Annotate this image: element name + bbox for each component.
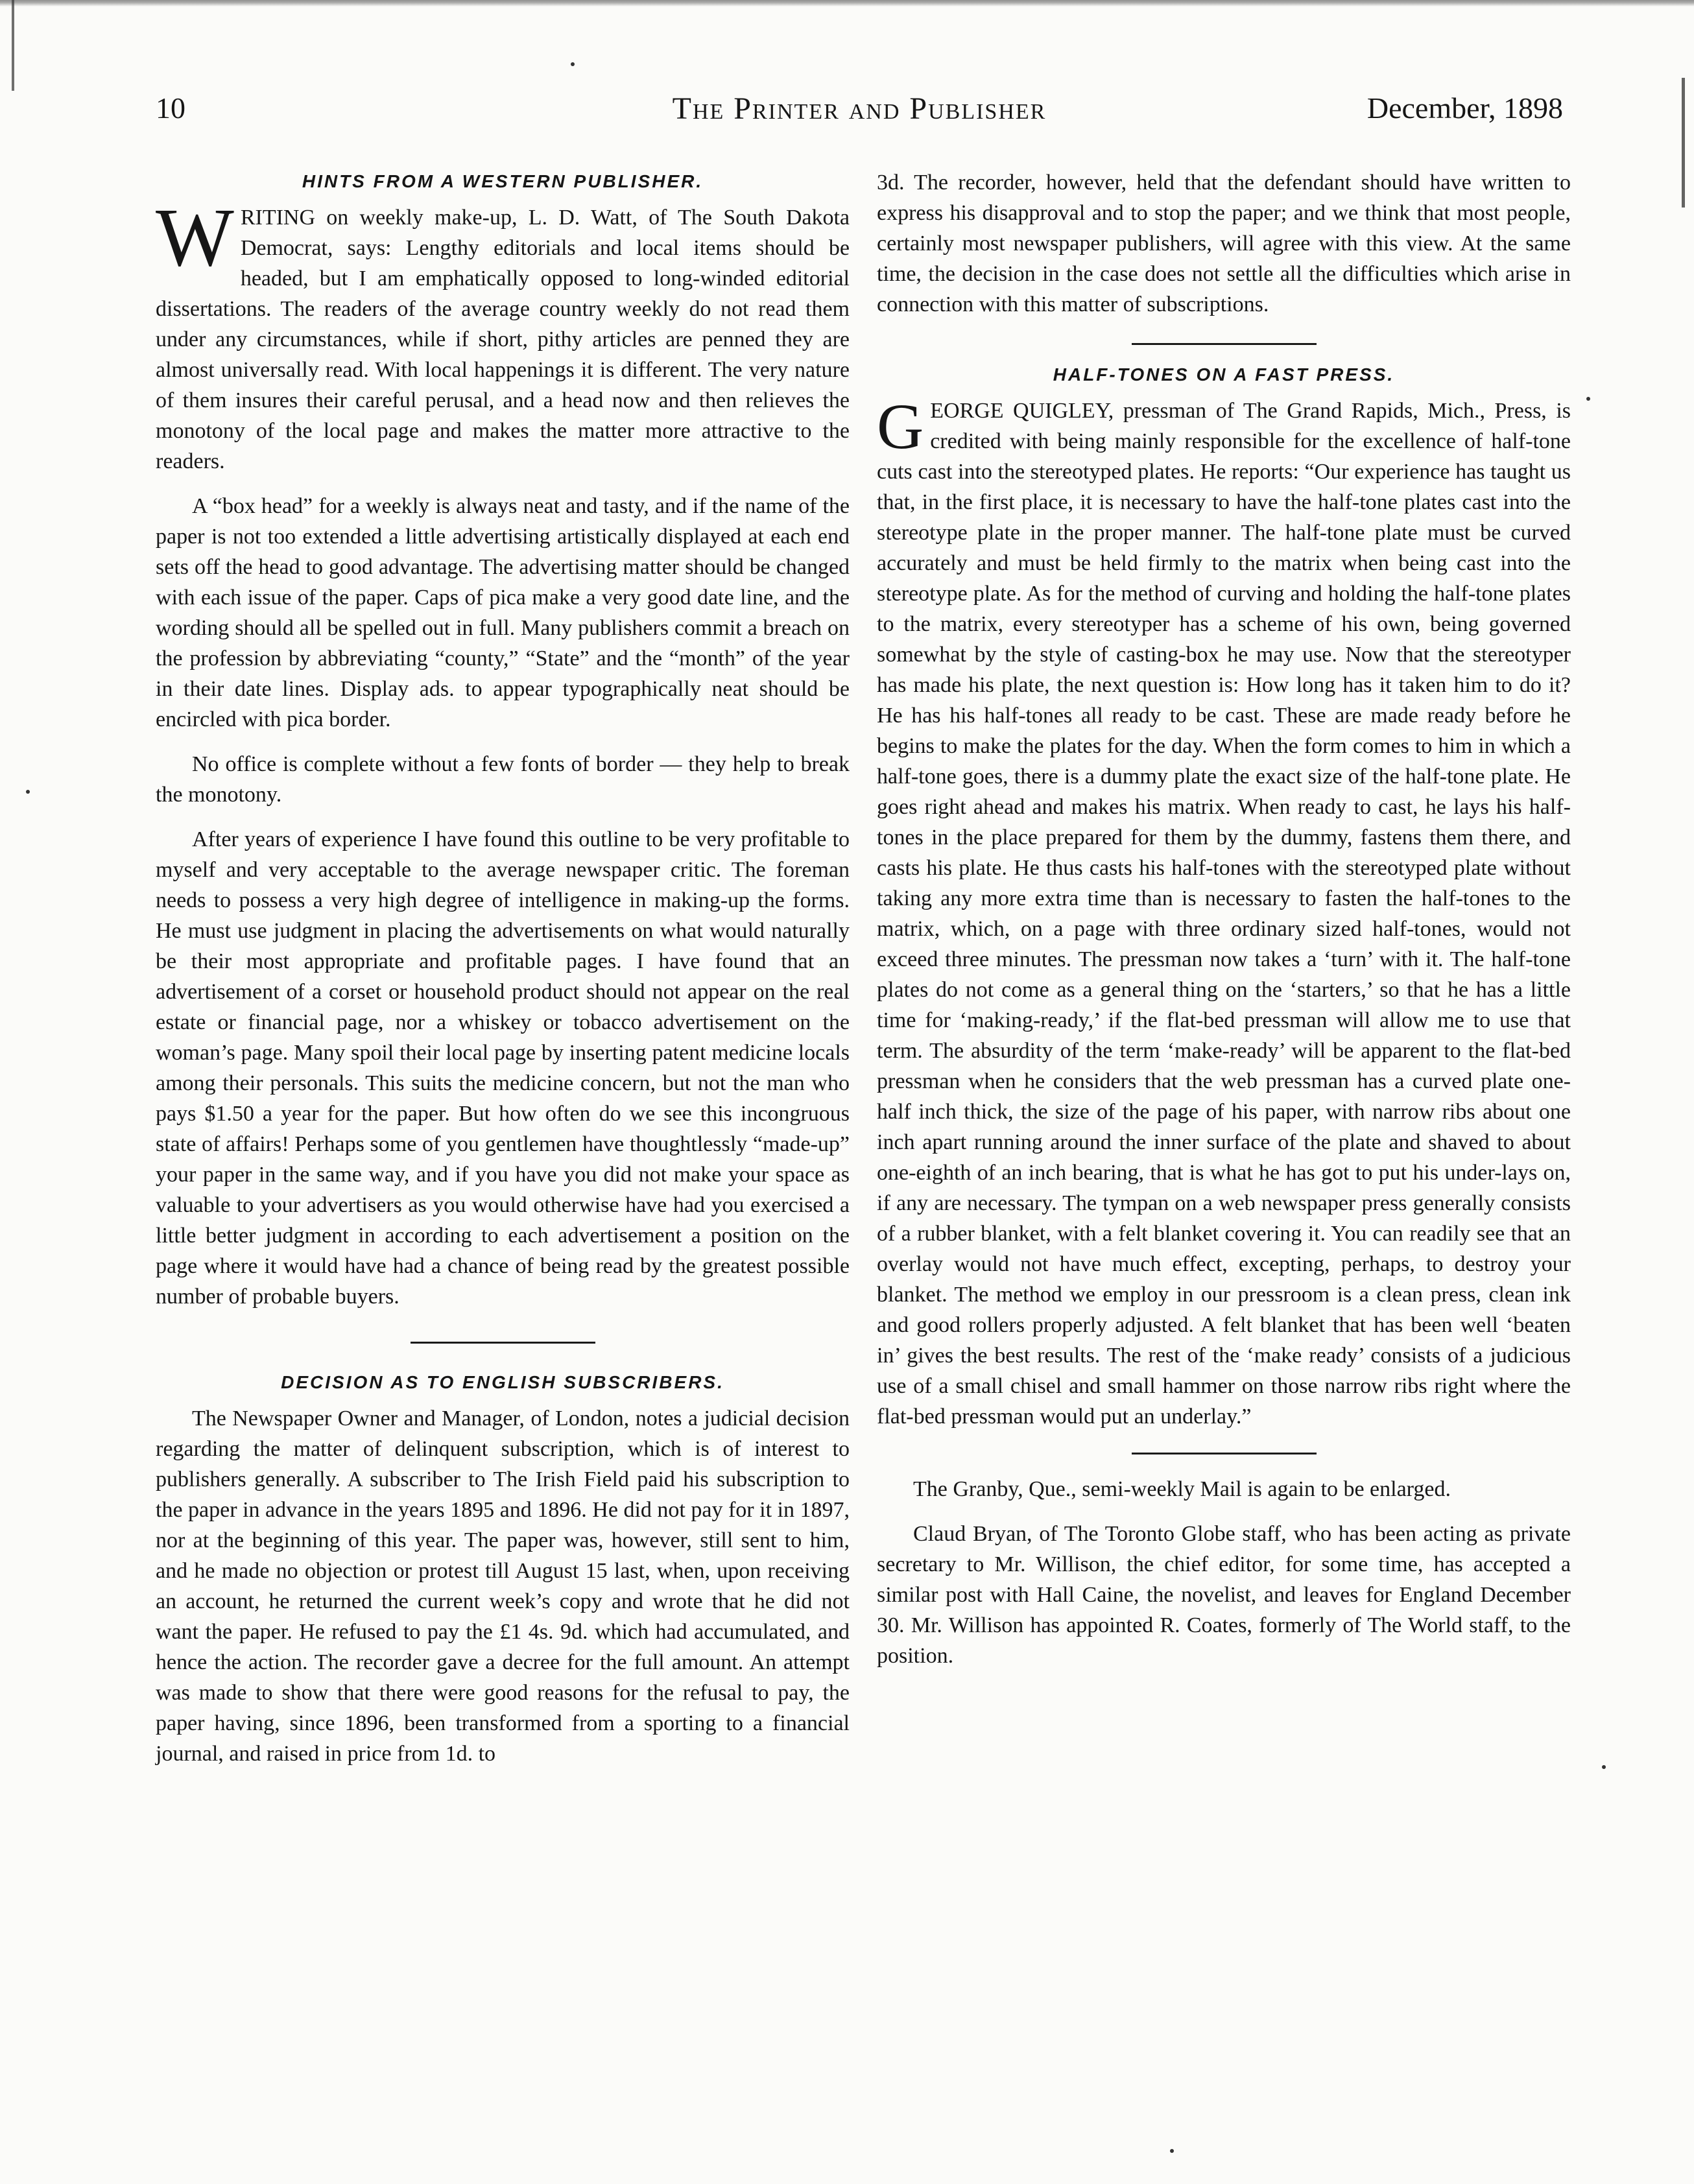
scan-right-mark bbox=[1682, 78, 1685, 208]
drop-cap: G bbox=[877, 390, 924, 462]
drop-cap: W bbox=[156, 191, 234, 283]
news-note: The Granby, Que., semi-weekly Mail is again to be enlarged. bbox=[913, 1477, 1451, 1501]
article-paragraph: 3d. The recorder, however, held that the defendant should have written to express his disapproval and to stop the paper; and we think that most people, certainly most newspaper publishers, will agree with this view. At the same time, the decision in the case does not settle all the difficulties which arise in connection with this matter of subscriptions. bbox=[877, 171, 1571, 316]
article-title-decision: DECISION AS TO ENGLISH SUBSCRIBERS. bbox=[281, 1372, 724, 1392]
scan-top-edge bbox=[0, 0, 1694, 6]
article-title-halftones: HALF-TONES ON A FAST PRESS. bbox=[1053, 364, 1395, 385]
scan-speck bbox=[571, 62, 575, 66]
scan-speck bbox=[1602, 1765, 1606, 1769]
section-divider bbox=[1132, 1453, 1317, 1454]
issue-date: December, 1898 bbox=[1366, 91, 1563, 125]
scan-speck bbox=[26, 790, 30, 794]
article-paragraph bbox=[877, 390, 1571, 1432]
section-divider bbox=[1132, 343, 1317, 345]
section-divider bbox=[411, 1342, 595, 1344]
scan-left-mark bbox=[12, 0, 14, 91]
running-head bbox=[156, 91, 1563, 136]
left-column bbox=[156, 167, 850, 1783]
article-paragraph: The Newspaper Owner and Manager, of London, notes a judicial decision regarding the matter of delinquent subscription, which is of interest to publishers generally. A subscriber to The Irish Field paid his subscription to the paper in advance in the years 1895 and 1896. He did not pay for it in 1897, nor at the beginning of this year. The paper was, however, still sent to him, and he made no objection or protest till August 15 last, when, upon receiving an account, he returned the current week’s copy and wrote that he did not want the paper. He refused to pay the £1 4s. 9d. which had accumulated, and hence the action. The recorder gave a decree for the full amount. An attempt was made to show that there were good reasons for the refusal to pay, the paper having, since 1896, been transformed from a sporting to a financial journal, and raised in price from 1d. to bbox=[156, 1407, 850, 1766]
page-number: 10 bbox=[156, 91, 185, 125]
news-note: Claud Bryan, of The Toronto Globe staff, who has been acting as private secretary to Mr. Willison, the chief editor, for some time, has accepted a similar post with Hall Caine, the novelist, and leaves for England December 30. Mr. Willison has appointed R. Coates, formerly of The World staff, to the position. bbox=[877, 1522, 1571, 1668]
scan-speck bbox=[1586, 397, 1590, 401]
right-column bbox=[877, 167, 1571, 1685]
article-paragraph bbox=[156, 191, 850, 477]
paragraph-text: EORGE QUIGLEY, pressman of The Grand Rapids, Mich., Press, is credited with being mainly responsible for the excellence of half-tone cuts cast into the stereotyped plates. He reports: “Our experience has taught us that, in the first place, it is necessary to have the half-tone plates cast into the stereotype plate in the proper manner. The half-tone plate must be curved accurately and must be held firmly to the matrix when being cast into the stereotype plate. As for the method of curving and holding the half-tone plates to the matrix, every stereotyper has a scheme of his own, being governed somewhat by the style of casting-box he may use. Now that the stereotyper has made his plate, the next question is: How long has it taken him to do it? He has his half-tones all ready to be cast. These are made ready before he begins to make the plates for the day. When the form comes to him in which a half-tone goes, there is a dummy plate the exact size of the half-tone plate. He goes right ahead and makes his matrix. When ready to cast, he lays his half-tones in the place prepared for them by the dummy, fastens them there, and casts his plate. He thus casts his half-tones with the stereotyped plate without taking any more extra time than is necessary to fasten the half-tones to the matrix, which, on a page with three ordinary sized half-tones, would not exceed three minutes. The pressman now takes a ‘turn’ with it. The half-tone plates do not come as a general thing on the ‘starters,’ so that he has a little time for ‘making-ready,’ if the flat-bed pressman will allow me to use that term. The absurdity of the term ‘make-ready’ will be apparent to the flat-bed pressman when he considers that the web pressman has a curved plate one-half inch thick, the size of the page of his paper, with narrow ribs about one inch apart running around the inner surface of the plate and shaved to about one-eighth of an inch bearing, that is what he has got to put his under-lays on, if any are necessary. The tympan on a web newspaper press generally consists of a rubber blanket, with a felt blanket covering it. You can readily see that an overlay would not have much effect, excepting, perhaps, to destroy your blanket. The method we employ in our pressroom is a clean press, clean ink and good rollers properly adjusted. A felt blanket that has been well ‘beaten in’ gives the best results. The rest of the ‘make ready’ consists of a judicious use of a small chisel and small hammer on those narrow ribs right where the flat-bed pressman would put an underlay.” bbox=[877, 399, 1571, 1429]
article-paragraph: No office is complete without a few fonts of border — they help to break the monotony. bbox=[156, 752, 850, 807]
article-paragraph: A “box head” for a weekly is always neat and tasty, and if the name of the paper is not too extended a little advertising artistically displayed at each end sets off the head to good advantage. The advertising matter should be changed with each issue of the paper. Caps of pica make a very good date line, and the wording should all be spelled out in full. Many publishers commit a breach on the profession by abbreviating “county,” “State” and the “month” of the year in their date lines. Display ads. to appear typographically neat should be encircled with pica border. bbox=[156, 494, 850, 731]
scan-speck bbox=[1170, 2149, 1174, 2153]
article-title-hints: HINTS FROM A WESTERN PUBLISHER. bbox=[302, 171, 704, 191]
article-paragraph: After years of experience I have found this outline to be very profitable to myself and very acceptable to the average newspaper critic. The foreman needs to possess a very high degree of intelligence in making-up the forms. He must use judgment in placing the advertisements on what would naturally be their most appropriate and profitable pages. I have found that an advertisement of a corset or household product should not appear on the real estate or financial page, nor a whiskey or tobacco advertisement on the woman’s page. Many spoil their local page by inserting patent medicine locals among their personals. This suits the medicine concern, but not the man who pays $1.50 a year for the paper. But how often do we see this incongruous state of affairs! Perhaps some of you gentlemen have thoughtlessly “made-up” your paper in the same way, and if you have you did not make your space as valuable to your advertisers as you would otherwise have had you exercised a little better judgment in according to each advertisement a position on the page where it would have had a chance of being read by the greatest possible number of probable buyers. bbox=[156, 827, 850, 1309]
publication-title: The Printer and Publisher bbox=[672, 91, 1047, 126]
paragraph-text: RITING on weekly make-up, L. D. Watt, of The South Dakota Democrat, says: Lengthy editorials and local items should be headed, but I am emphatically opposed to long-winded editorial dissertations. The readers of the average country weekly do not read them under any circumstances, while if short, pithy articles are penned they are almost universally read. With local happenings it is different. The very nature of them insures their careful perusal, and a head now and then relieves the monotony of the local page and makes the matter more attractive to the readers. bbox=[156, 206, 850, 473]
